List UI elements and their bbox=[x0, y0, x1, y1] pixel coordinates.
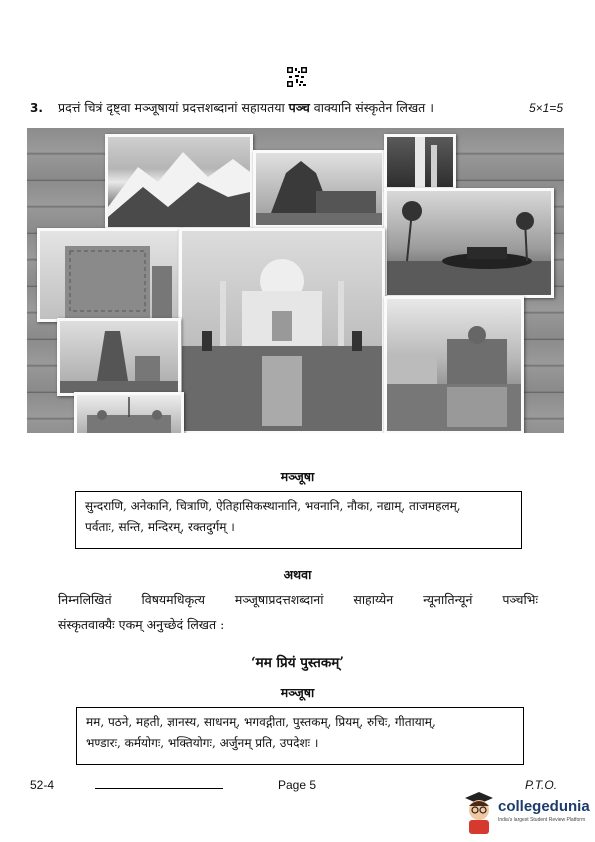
mountains-photo bbox=[105, 134, 253, 230]
student-avatar-icon bbox=[462, 790, 496, 834]
taj-mahal-photo bbox=[179, 228, 385, 433]
manjusha-line-1: सुन्दराणि, अनेकानि, चित्राणि, ऐतिहासिकस्थानानि, भवनानि, नौका, नद्याम्, ताजमहलम्, bbox=[85, 499, 461, 513]
south-temple-photo bbox=[57, 318, 181, 396]
hawa-mahal-photo bbox=[37, 228, 181, 322]
manjusha2-heading: मञ्जूषा bbox=[280, 685, 315, 700]
collegedunia-logo bbox=[462, 790, 590, 834]
qr-code-icon bbox=[287, 67, 307, 87]
manjusha2-line-2: भण्डारः, कर्मयोगः, भक्तियोगः, अर्जुनम् प्रति, उपदेशः । bbox=[86, 736, 319, 750]
manjusha2-line-1: मम, पठने, महती, ज्ञानस्य, साधनम्, भगवद्गीता, पुस्तकम्, प्रियम्, रुचिः, गीतायाम्, bbox=[86, 715, 436, 729]
manjusha-heading: मञ्जूषा bbox=[280, 469, 315, 484]
instruction-line-1: निम्नलिखितं विषयमधिकृत्य मञ्जूषाप्रदत्तशब्दानां साहाय्येन न्यूनातिन्यूनं पञ्चभिः bbox=[58, 592, 538, 607]
paper-code: 52-4 bbox=[30, 778, 55, 792]
marks: 5×1=5 bbox=[528, 101, 563, 115]
photo-collage bbox=[27, 128, 564, 433]
footer-divider bbox=[95, 788, 223, 789]
backwaters-boat-photo bbox=[384, 188, 554, 298]
manjusha-word-box bbox=[75, 491, 522, 549]
manjusha-line-2: पर्वताः, सन्ति, मन्दिरम्, रक्तदुर्गम् । bbox=[85, 520, 235, 534]
pto-label: P.T.O. bbox=[525, 778, 558, 792]
red-fort-photo bbox=[74, 392, 184, 433]
logo-wordmark: collegedunia bbox=[498, 798, 590, 815]
instruction-line-2: संस्कृतवाक्यैः एकम् अनुच्छेदं लिखत : bbox=[58, 617, 225, 632]
question-text-bold: पञ्च bbox=[288, 100, 310, 115]
golden-temple-photo bbox=[384, 296, 524, 433]
logo-tagline: India's largest Student Review Platform bbox=[498, 817, 586, 823]
instruction-paragraph bbox=[58, 587, 538, 637]
essay-title: ‘मम प्रियं पुस्तकम्’ bbox=[250, 655, 344, 671]
sun-temple-photo bbox=[253, 150, 385, 228]
waterfall-photo bbox=[384, 134, 456, 190]
page-number: Page 5 bbox=[278, 778, 317, 792]
manjusha2-word-box bbox=[76, 707, 524, 765]
question-text: प्रदत्तं चित्रं दृष्ट्वा मञ्जूषायां प्रदत्तशब्दानां सहायतया पञ्च वाक्यानि संस्कृतेन लिखत । bbox=[58, 100, 435, 115]
question-number: 3. bbox=[30, 101, 43, 115]
athava-heading: अथवा bbox=[283, 567, 312, 582]
